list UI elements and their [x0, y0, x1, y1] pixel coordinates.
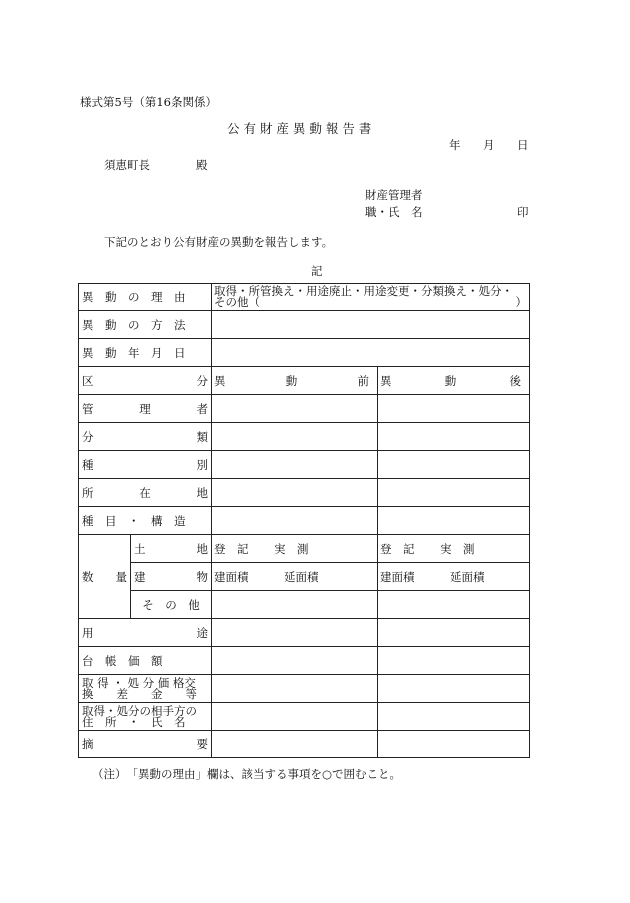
kind-before — [212, 451, 378, 479]
addressee: 須恵町長 — [104, 158, 150, 172]
structure-after — [378, 507, 530, 535]
manager-before — [212, 395, 378, 423]
classification-before — [212, 423, 378, 451]
row-manager — [79, 395, 530, 423]
date-month: 月 — [483, 138, 495, 152]
label-location: 所 在 地 — [79, 479, 212, 507]
label-method: 異 動 の 方 法 — [79, 311, 212, 339]
row-reason — [79, 284, 530, 311]
row-summary — [79, 731, 530, 758]
building-after: 建面積 延面積 — [378, 563, 530, 591]
form-number: 様式第5号（第16条関係） — [80, 95, 217, 109]
label-reason: 異 動 の 理 由 — [79, 284, 212, 311]
row-ledger-value — [79, 647, 530, 675]
ledger-before — [212, 647, 378, 675]
structure-before — [212, 507, 378, 535]
label-building: 建 物 — [131, 563, 212, 591]
label-ledger-value: 台 帳 価 額 — [79, 647, 212, 675]
reason-options: 取得・所管換え・用途廃止・用途変更・分類換え・処分・ その他（ ） — [212, 284, 530, 311]
counterparty-before — [212, 703, 378, 731]
land-after: 登 記 実 測 — [378, 535, 530, 563]
report-table — [78, 283, 530, 758]
label-kind-structure: 種 目 ・ 構 造 — [79, 507, 212, 535]
header-after: 異 動 後 — [378, 367, 530, 395]
label-acquisition-price: 取 得 ・ 処 分 価 格交 換 差 金 等 — [79, 675, 212, 703]
header-before: 異 動 前 — [212, 367, 378, 395]
row-kind — [79, 451, 530, 479]
counterparty-after — [378, 703, 530, 731]
kind-after — [378, 451, 530, 479]
label-division: 区 分 — [79, 367, 212, 395]
date-day: 日 — [517, 138, 529, 152]
row-land — [79, 535, 530, 563]
row-method — [79, 311, 530, 339]
label-classification: 分 類 — [79, 423, 212, 451]
use-after — [378, 619, 530, 647]
row-other — [79, 591, 530, 619]
date-value — [212, 339, 530, 367]
ledger-after — [378, 647, 530, 675]
row-date — [79, 339, 530, 367]
document-title: 公 有 財 産 異 動 報 告 書 — [227, 121, 372, 136]
footnote: （注） 「異動の理由」欄は、該当する事項を○で囲むこと。 — [92, 767, 402, 781]
other-after — [378, 591, 530, 619]
row-kind-structure — [79, 507, 530, 535]
date-year: 年 — [449, 138, 461, 152]
manager-after — [378, 395, 530, 423]
method-value — [212, 311, 530, 339]
row-building — [79, 563, 530, 591]
label-other: そ の 他 — [131, 591, 212, 619]
other-before — [212, 591, 378, 619]
row-acquisition-price — [79, 675, 530, 703]
use-before — [212, 619, 378, 647]
location-before — [212, 479, 378, 507]
label-counterparty: 取得・処分の相手方の 住 所 ・ 氏 名 — [79, 703, 212, 731]
manager-label: 財産管理者 — [365, 188, 423, 202]
classification-after — [378, 423, 530, 451]
price-before — [212, 675, 378, 703]
label-use: 用 途 — [79, 619, 212, 647]
row-counterparty — [79, 703, 530, 731]
label-manager: 管 理 者 — [79, 395, 212, 423]
label-quantity: 数 量 — [79, 535, 131, 619]
location-after — [378, 479, 530, 507]
label-land: 土 地 — [131, 535, 212, 563]
row-division — [79, 367, 530, 395]
position-name-label: 職・氏 名 — [365, 205, 423, 219]
label-kind: 種 別 — [79, 451, 212, 479]
row-location — [79, 479, 530, 507]
row-classification — [79, 423, 530, 451]
honorific: 殿 — [196, 158, 208, 172]
land-before: 登 記 実 測 — [212, 535, 378, 563]
building-before: 建面積 延面積 — [212, 563, 378, 591]
summary-after — [378, 731, 530, 758]
summary-before — [212, 731, 378, 758]
intro-text: 下記のとおり公有財産の異動を報告します。 — [104, 235, 334, 249]
label-date: 異 動 年 月 日 — [79, 339, 212, 367]
price-after — [378, 675, 530, 703]
ki-heading: 記 — [311, 264, 323, 278]
label-summary: 摘 要 — [79, 731, 212, 758]
row-use — [79, 619, 530, 647]
seal-mark: 印 — [517, 205, 529, 219]
